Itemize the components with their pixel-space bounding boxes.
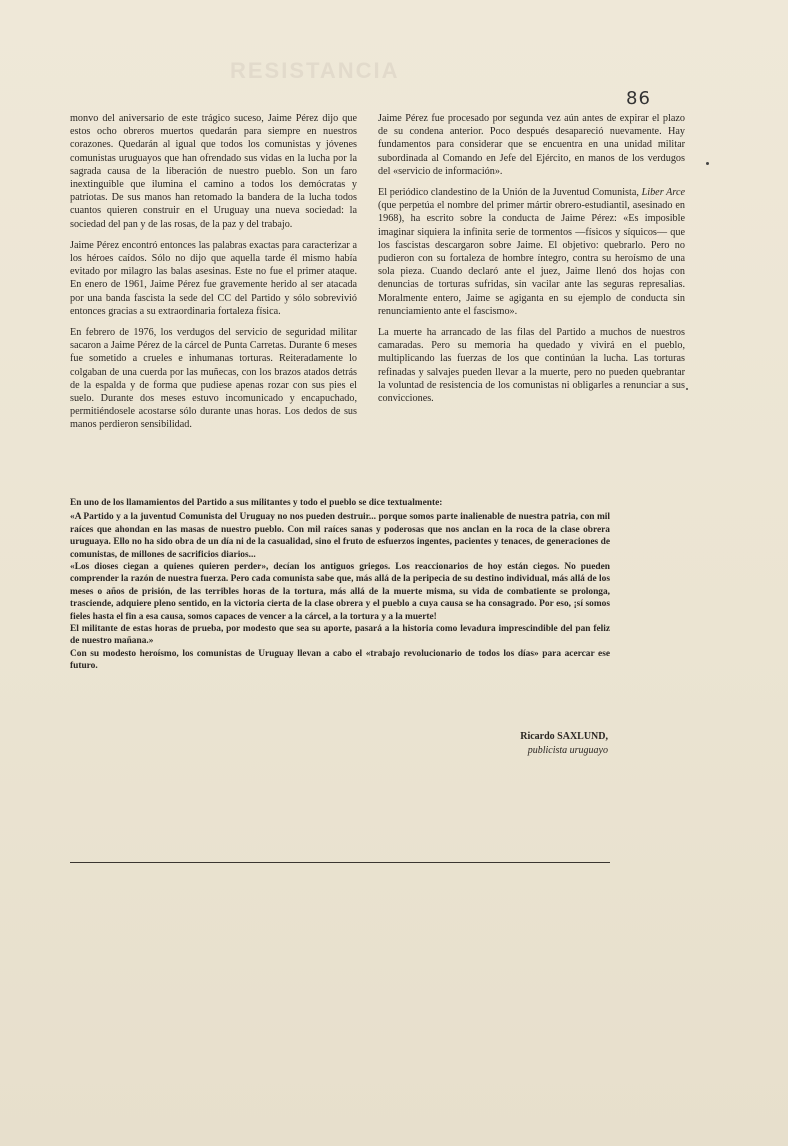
quote-intro: En uno de los llamamientos del Partido a sus militantes y todo el pueblo se dice textualmente: xyxy=(70,498,443,508)
quote-line-2: «Los dioses ciegan a quienes quieren perder», decían los antiguos griegos. Los reaccionarios de hoy están ciegos. No pueden comprender la razón de nuestra fuerza. Pero cada comunista sabe que, más allá de la peripecia de su destino individual, más allá de los meses o años de prisión, de las terribles horas de la tortura, más allá de la muerte misma, su vida de combatiente se prolonga, trasciende, adquiere pleno sentido, en la victoria cierta de la clase obrera y el pueblo a cuya causa se ha consagrado. Por eso, ¡sí somos fieles hasta el fin a esa causa, somos capaces de vencer a la cárcel, a la tortura y a la muerte! xyxy=(70,562,610,622)
left-column xyxy=(70,112,357,440)
right-paragraph-2-rest: (que perpetúa el nombre del primer mártir obrero-estudiantil, asesinado en 1968), ha escrito sobre la conducta de Jaime Pérez: «Es imposible imaginar siquiera la infinita serie de tormentos —físicos y síquicos— que los fascistas descargaron sobre Jaime. El objetivo: quebrarlo. Pero no pudieron con su fortaleza de hombre íntegro, contra su heroísmo de una sola pieza. Cuando declaró ante el juez, Jaime llenó dos hojas con denuncias de torturas sufridas, sin vacilar ante las seguras represalias. Moralmente entero, Jaime se agiganta en su ejemplo de conducta sin renunciamiento ante el fascismo». xyxy=(378,200,685,317)
bleed-through-title: RESISTANCIA xyxy=(230,58,400,83)
party-appeal-quote xyxy=(70,497,610,673)
right-column xyxy=(378,112,685,413)
speck-mark xyxy=(686,388,688,390)
right-paragraph-2-start: El periódico clandestino de la Unión de la Juventud Comunista, xyxy=(378,187,642,199)
left-paragraph-3: En febrero de 1976, los verdugos del servicio de seguridad militar sacaron a Jaime Pérez de la cárcel de Punta Carretas. Durante 6 meses fue sometido a crueles e inhumanas torturas. Reiteradamente lo colgaban de una cuerda por las muñecas, con los brazos atados detrás de la espalda y de forma que pudiese apenas rozar con sus pies el suelo. Durante dos meses estuvo incomunicado y encapuchado, permitiéndosele acostarse sólo durante unas horas. Los dedos de sus manos perdieron sensibilidad. xyxy=(70,327,357,431)
quote-line-4: Con su modesto heroísmo, los comunistas de Uruguay llevan a cabo el «trabajo revolucionario de todos los días» para acercar ese futuro. xyxy=(70,648,610,672)
left-paragraph-2: Jaime Pérez encontró entonces las palabras exactas para caracterizar a los héroes caídos. Sólo no dijo que aquella tarde él mismo había evitado por milagro las balas asesinas. Este no fue el primer ataque. En enero de 1961, Jaime Pérez fue gravemente herido al ser atacada por una banda fascista la sede del CC del Partido y sólo sobrevivió entonces gracias a su extraordinaria fortaleza física. xyxy=(70,239,357,317)
author-signature xyxy=(520,730,608,758)
footer-rule xyxy=(70,862,610,863)
author-name: Ricardo SAXLUND, xyxy=(520,731,608,742)
page-number: 86 xyxy=(626,88,651,109)
author-role: publicista uruguayo xyxy=(527,745,608,756)
right-paragraph-2 xyxy=(378,186,685,318)
right-paragraph-1: Jaime Pérez fue procesado por segunda vez aún antes de expirar el plazo de su condena anterior. Poco después desapareció nuevamente. Hay fundamentos para considerar que se encuentra en una unidad militar subordinada al Comando en Jefe del Ejército, en manos de los verdugos del «servicio de información». xyxy=(378,113,685,177)
quote-line-3: El militante de estas horas de prueba, por modesto que sea su aporte, pasará a la historia como levadura imprescindible del pan feliz de nuestro mañana.» xyxy=(70,624,610,647)
speck-mark xyxy=(706,162,709,165)
quote-line-1: «A Partido y a la juventud Comunista del Uruguay no nos pueden destruir... porque somos parte inalienable de nuestra patria, con mil raíces que ahondan en las masas de nuestro pueblo. Con mil raíces sanas y poderosas que nos anclan en la roca de la clase obrera uruguaya. Ello no ha sido obra de un día ni de la casualidad, sino el fruto de esfuerzos ingentes, pacientes y tenaces, de generaciones de comunistas, de millones de sacrificios diarios... xyxy=(70,512,610,560)
right-paragraph-3: La muerte ha arrancado de las filas del Partido a muchos de nuestros camaradas. Pero su memoria ha quedado y vivirá en el pueblo, multiplicando las fuerzas de los que continúan la lucha. Las torturas refinadas y salvajes pueden llevar a la muerte, pero no pueden quebrantar la voluntad de resistencia de los comunistas ni obligarles a renunciar a sus convicciones. xyxy=(378,327,685,405)
newspaper-title: Liber Arce xyxy=(641,187,685,199)
left-paragraph-1: monvo del aniversario de este trágico suceso, Jaime Pérez dijo que estos ocho obreros muertos quedarán para siempre en nuestros corazones. Quedarán al igual que todos los comunistas y jóvenes comunistas uruguayos que han ofrendado sus vidas en la lucha por la sagrada causa de la liberación de nuestro pueblo. Son un faro inextinguible que ilumina el camino a todos los demócratas y patriotas. De sus manos han retomado la bandera de la lucha todos cuantos quieren construir en el Uruguay una nueva sociedad: la sociedad del pan y de las rosas, de la paz y del trabajo. xyxy=(70,113,357,230)
